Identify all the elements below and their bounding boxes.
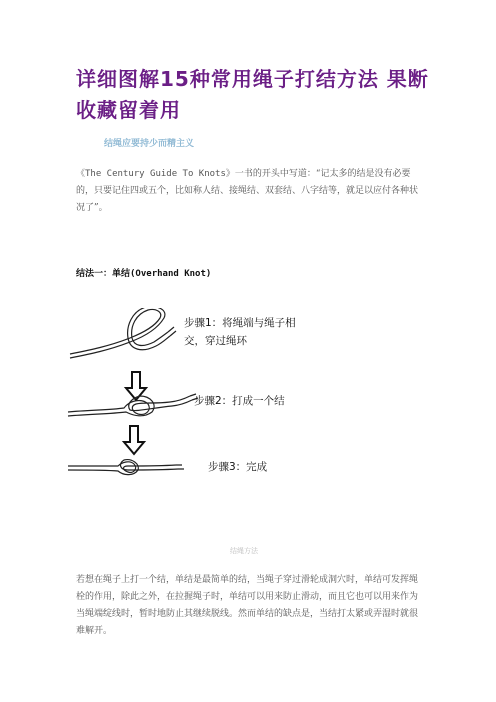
step1-label-line1: 步骤1：将绳端与绳子相	[184, 317, 296, 329]
section-heading-label: 结法一：单结	[76, 269, 131, 279]
intro-paragraph	[76, 166, 420, 217]
step1-label-line2: 交，穿过绳环	[184, 335, 247, 347]
step1-rope	[70, 308, 176, 358]
step1-label	[184, 314, 296, 350]
section-heading-en: (Overhand Knot)	[130, 269, 212, 279]
figure-caption: 结绳方法	[230, 547, 258, 555]
down-arrow-2	[124, 426, 144, 454]
knot-illustration	[60, 308, 360, 508]
intro-text: 一书的开头中写道：“记太多的结是没有必要的，只要记住四或五个，比如称人结、接绳结、双套结、八字结等，就足以应付各种状况了”。	[76, 169, 419, 213]
article-subtitle: 结绳应要持少而精主义	[104, 139, 195, 149]
book-title: 《The Century Guide To Knots》	[76, 169, 235, 179]
article-title: 详细图解15种常用绳子打结方法 果断收藏留着用	[76, 67, 429, 122]
section-heading	[76, 266, 211, 279]
body-paragraph: 若想在绳子上打一个结，单结是最简单的结，当绳子穿过滑轮成洞穴时，单结可发挥绳栓的作用，除此之外，在拉握绳子时，单结可以用来防止滑动，而且它也可以用来作为当绳端绽线时，暂时地防止其继续脱线。然而单结的缺点是，当结打太紧或弄湿时就很难解开。	[76, 575, 419, 636]
step3-label: 步骤3：完成	[208, 461, 268, 473]
step3-rope	[68, 460, 184, 475]
step2-label: 步骤2：打成一个结	[194, 395, 285, 407]
